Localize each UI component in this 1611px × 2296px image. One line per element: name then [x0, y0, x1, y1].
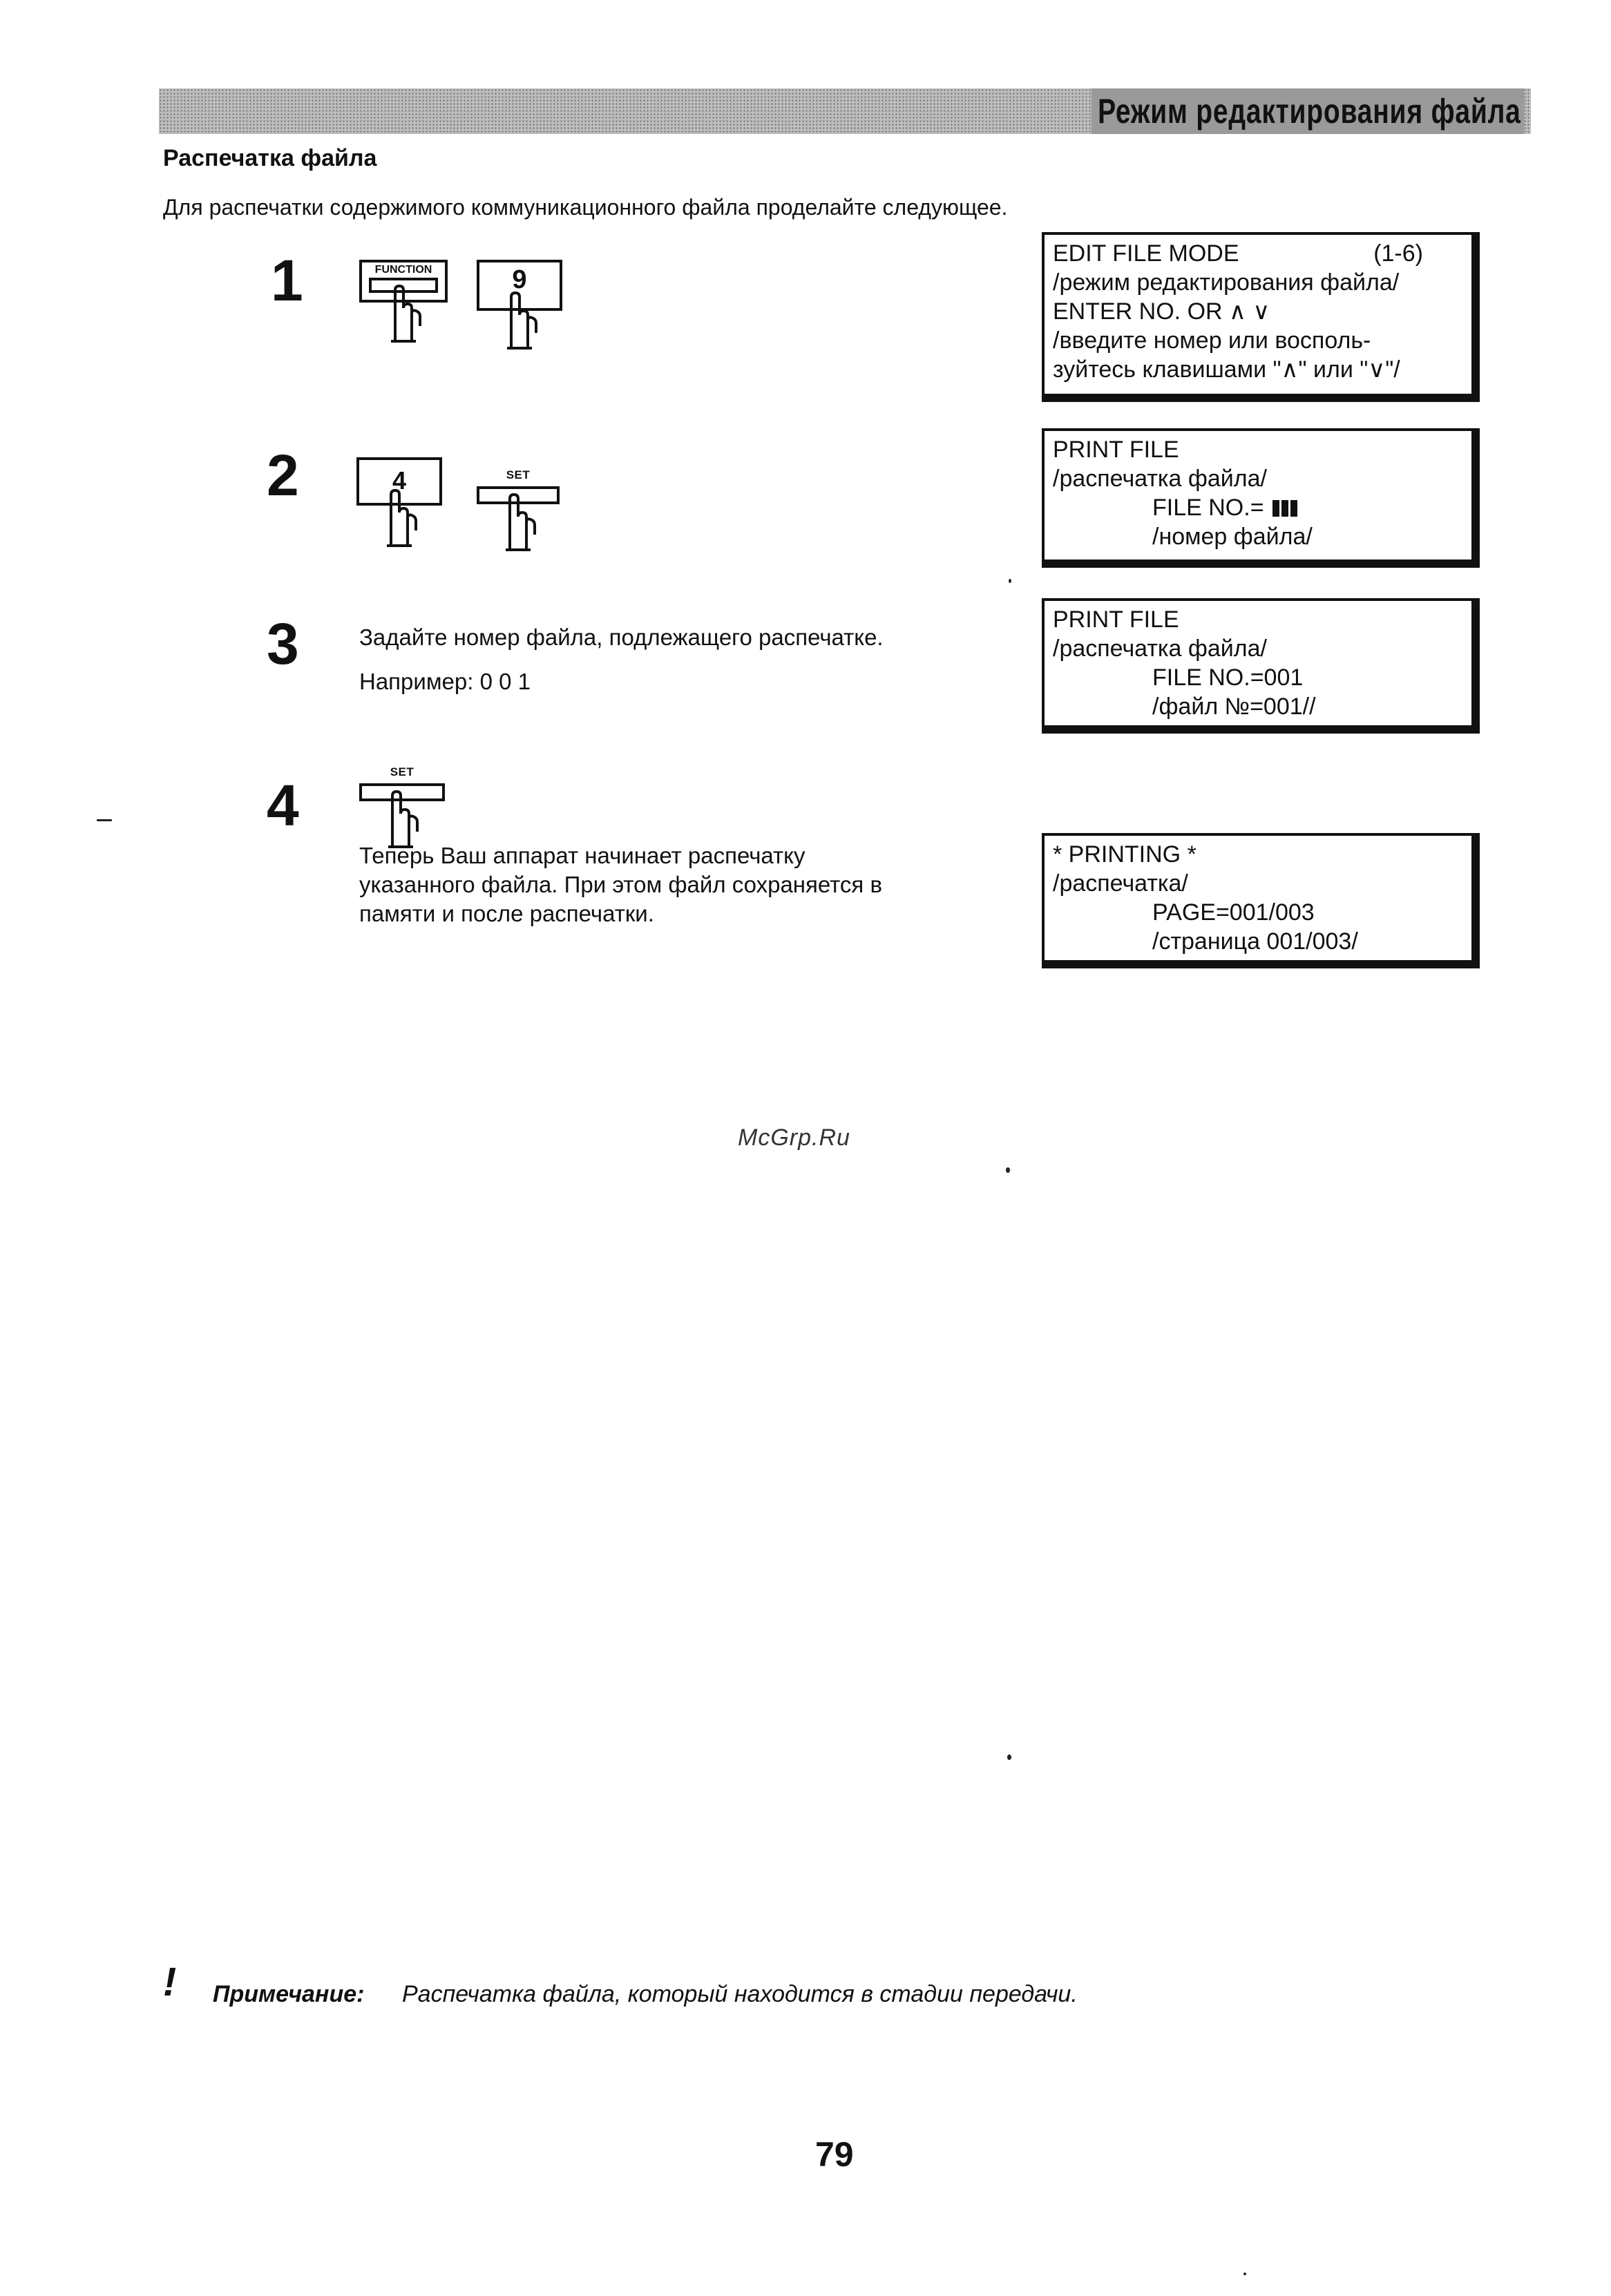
key-9-label: 9 — [512, 265, 527, 294]
set-key-label: SET — [390, 765, 414, 778]
lcd-line: * PRINTING * — [1053, 841, 1197, 868]
scan-speck — [1009, 579, 1011, 583]
lcd-display-step-4 — [1042, 833, 1480, 968]
step-4-text-line: памяти и после распечатки. — [359, 901, 654, 926]
note-label: Примечание: — [213, 1981, 365, 2007]
scan-speck — [1006, 1167, 1010, 1173]
function-key-label: FUNCTION — [374, 264, 432, 276]
step-3-number: 3 — [267, 611, 299, 676]
set-key[interactable] — [474, 468, 562, 554]
note-exclamation-icon: ! — [163, 1960, 177, 2005]
step-4-text-line: указанного файла. При этом файл сохраняется в — [359, 872, 882, 897]
lcd-line: FILE NO.= — [1152, 495, 1264, 521]
lcd-line: ENTER NO. OR ∧ ∨ — [1053, 298, 1270, 325]
finger-press-icon — [383, 285, 424, 343]
step-2-number: 2 — [267, 443, 299, 508]
step-3-example: Например: 0 0 1 — [359, 669, 531, 694]
step-4-number: 4 — [267, 773, 299, 838]
finger-press-icon — [497, 493, 539, 551]
key-4-label: 4 — [392, 466, 407, 495]
header-band — [159, 88, 1531, 134]
lcd-line: /файл №=001// — [1152, 693, 1316, 720]
step-1-number: 1 — [271, 248, 303, 313]
lcd-line: зуйтесь клавишами "∧" или "∨"/ — [1053, 356, 1400, 383]
lcd-line: /распечатка файла/ — [1053, 635, 1267, 662]
finger-press-icon — [499, 291, 540, 350]
watermark: McGrp.Ru — [738, 1125, 850, 1151]
function-key[interactable] — [359, 260, 448, 343]
key-9[interactable] — [477, 260, 562, 351]
intro-text: Для распечатки содержимого коммуникационного файла проделайте следующее. — [163, 195, 1008, 220]
lcd-line: FILE NO.=001 — [1152, 664, 1304, 691]
lcd-display-step-1 — [1042, 232, 1480, 402]
lcd-line: PRINT FILE — [1053, 606, 1179, 633]
step-3-text: Задайте номер файла, подлежащего распечатке. — [359, 624, 884, 650]
page-number: 79 — [815, 2135, 854, 2174]
section-heading: Распечатка файла — [163, 145, 377, 171]
finger-press-icon — [379, 489, 420, 547]
page-header-title: Режим редактирования файла — [1091, 88, 1524, 134]
lcd-line: /режим редактирования файла/ — [1053, 269, 1400, 296]
lcd-display-step-2 — [1042, 428, 1480, 568]
lcd-line: (1-6) — [1373, 240, 1423, 267]
lcd-line: EDIT FILE MODE — [1053, 240, 1239, 267]
lcd-line: /распечатка файла/ — [1053, 466, 1267, 492]
step-4-text-line: Теперь Ваш аппарат начинает распечатку — [359, 843, 806, 868]
scan-speck — [97, 819, 112, 821]
lcd-line: PRINT FILE — [1053, 437, 1179, 463]
lcd-line: /распечатка/ — [1053, 870, 1188, 897]
note-text: Распечатка файла, который находится в стадии передачи. — [402, 1981, 1078, 2007]
scan-speck — [1007, 1754, 1011, 1760]
set-key-label: SET — [506, 468, 531, 481]
finger-press-icon — [380, 790, 421, 848]
lcd-line: /номер файла/ — [1152, 524, 1313, 550]
lcd-line: /страница 001/003/ — [1152, 928, 1358, 955]
key-4[interactable] — [356, 457, 442, 548]
lcd-line: /введите номер или восполь- — [1053, 327, 1371, 354]
lcd-line: PAGE=001/003 — [1152, 899, 1315, 926]
set-key[interactable] — [356, 765, 448, 851]
step-4-text — [359, 841, 882, 928]
lcd-display-step-3 — [1042, 598, 1480, 734]
lcd-cursor-icon — [1272, 500, 1299, 517]
scan-speck — [1243, 2273, 1246, 2275]
